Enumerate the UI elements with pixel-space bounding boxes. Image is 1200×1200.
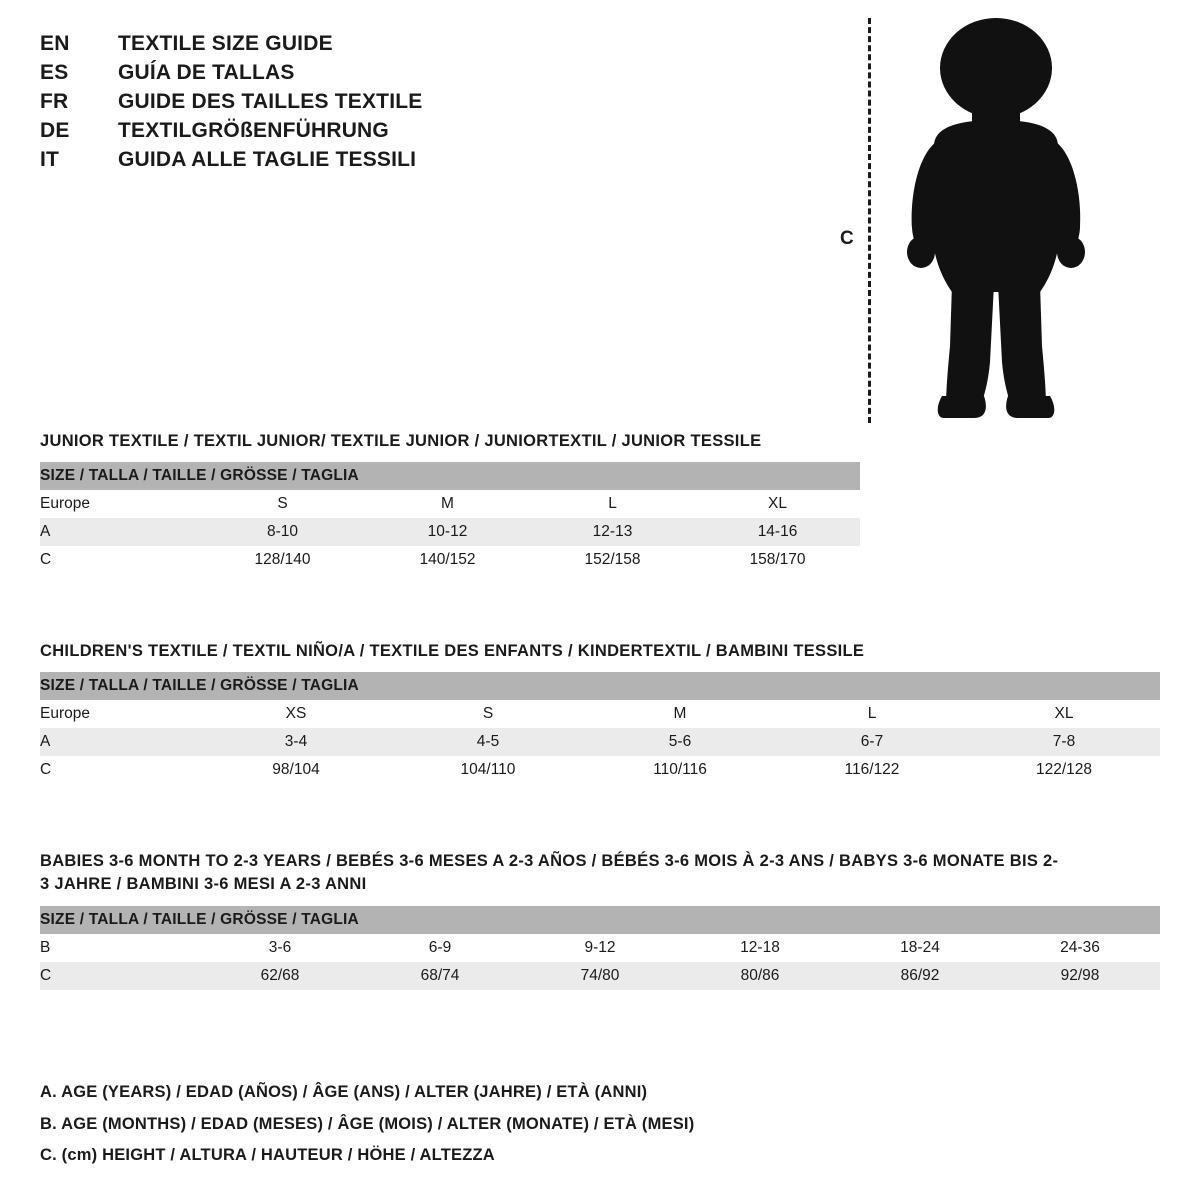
child-silhouette-icon [890,16,1100,426]
table-cell: 140/152 [365,546,530,574]
language-code: IT [40,148,60,171]
language-row [40,61,660,90]
table-cell: 68/74 [360,962,520,990]
legend-line-b: B. AGE (MONTHS) / EDAD (MESES) / ÂGE (MOIS) / ALTER (MONATE) / ETÀ (MESI) [40,1114,695,1133]
language-code: DE [40,119,70,142]
table-cell: L [530,490,695,518]
row-label: Europe [40,700,200,728]
child-figure-area [840,10,1140,430]
section-children [40,640,1160,784]
row-label: C [40,756,200,784]
table-cell: 110/116 [584,756,776,784]
row-label: A [40,518,200,546]
table-cell: 4-5 [392,728,584,756]
table-cell: 92/98 [1000,962,1160,990]
legend-line-c: C. (cm) HEIGHT / ALTURA / HAUTEUR / HÖHE / ALTEZZA [40,1146,495,1165]
language-row [40,148,660,177]
section-babies [40,850,1160,990]
language-title: GUÍA DE TALLAS [118,61,295,84]
babies-size-table [40,906,1160,990]
table-cell: 74/80 [520,962,680,990]
table-cell: 62/68 [200,962,360,990]
table-cell: 10-12 [365,518,530,546]
table-cell: 6-7 [776,728,968,756]
language-code: FR [40,90,69,113]
table-cell: 14-16 [695,518,860,546]
section-title: CHILDREN'S TEXTILE / TEXTIL NIÑO/A / TEXTILE DES ENFANTS / KINDERTEXTIL / BAMBINI TESSILE [40,642,865,660]
table-cell: M [365,490,530,518]
table-header-label: SIZE / TALLA / TAILLE / GRÖSSE / TAGLIA [40,672,1160,700]
row-label: B [40,934,200,962]
table-header-label: SIZE / TALLA / TAILLE / GRÖSSE / TAGLIA [40,462,860,490]
language-row [40,119,660,148]
language-title: GUIDA ALLE TAGLIE TESSILI [118,148,417,171]
table-cell: 7-8 [968,728,1160,756]
table-header-row [40,672,1160,700]
table-cell: S [392,700,584,728]
language-code: EN [40,32,70,55]
table-cell: 9-12 [520,934,680,962]
table-row [40,700,1160,728]
table-cell: 3-4 [200,728,392,756]
section-title: JUNIOR TEXTILE / TEXTIL JUNIOR/ TEXTILE JUNIOR / JUNIORTEXTIL / JUNIOR TESSILE [40,432,762,450]
table-row [40,934,1160,962]
children-size-table [40,672,1160,784]
table-header-row [40,906,1160,934]
junior-size-table [40,462,860,574]
table-row [40,756,1160,784]
table-row [40,518,860,546]
table-header-row [40,462,860,490]
table-cell: 86/92 [840,962,1000,990]
table-cell: XL [968,700,1160,728]
language-title: GUIDE DES TAILLES TEXTILE [118,90,423,113]
table-cell: 158/170 [695,546,860,574]
legend-line-a: A. AGE (YEARS) / EDAD (AÑOS) / ÂGE (ANS) / ALTER (JAHRE) / ETÀ (ANNI) [40,1082,648,1101]
table-cell: 98/104 [200,756,392,784]
table-header-label: SIZE / TALLA / TAILLE / GRÖSSE / TAGLIA [40,906,1160,934]
table-row [40,490,860,518]
language-code: ES [40,61,69,84]
table-cell: 24-36 [1000,934,1160,962]
table-cell: M [584,700,776,728]
table-cell: 12-13 [530,518,695,546]
table-cell: 5-6 [584,728,776,756]
table-cell: 6-9 [360,934,520,962]
language-row [40,90,660,119]
table-cell: L [776,700,968,728]
row-label: A [40,728,200,756]
section-junior [40,430,1160,574]
language-row [40,32,660,61]
row-label: C [40,962,200,990]
table-cell: 116/122 [776,756,968,784]
table-cell: 128/140 [200,546,365,574]
section-title: BABIES 3-6 MONTH TO 2-3 YEARS / BEBÉS 3-6 MESES A 2-3 AÑOS / BÉBÉS 3-6 MOIS À 2-3 ANS / BABYS 3-6 MONATE BIS 2-3 JAHRE / BAMBINI 3-6 MESI A 2-3 ANNI [40,852,1059,894]
table-row [40,546,860,574]
language-title-block [40,32,660,177]
table-row [40,728,1160,756]
table-cell: 122/128 [968,756,1160,784]
table-cell: XS [200,700,392,728]
table-cell: XL [695,490,860,518]
table-cell: 152/158 [530,546,695,574]
table-cell: S [200,490,365,518]
table-row [40,962,1160,990]
table-cell: 80/86 [680,962,840,990]
height-dashed-line [868,18,871,423]
language-title: TEXTILGRÖßENFÜHRUNG [118,119,389,142]
table-cell: 8-10 [200,518,365,546]
row-label: Europe [40,490,200,518]
table-cell: 12-18 [680,934,840,962]
height-measure-label: C [840,228,854,249]
legend-block [40,1077,1140,1172]
table-cell: 3-6 [200,934,360,962]
language-title: TEXTILE SIZE GUIDE [118,32,333,55]
row-label: C [40,546,200,574]
table-cell: 18-24 [840,934,1000,962]
table-cell: 104/110 [392,756,584,784]
